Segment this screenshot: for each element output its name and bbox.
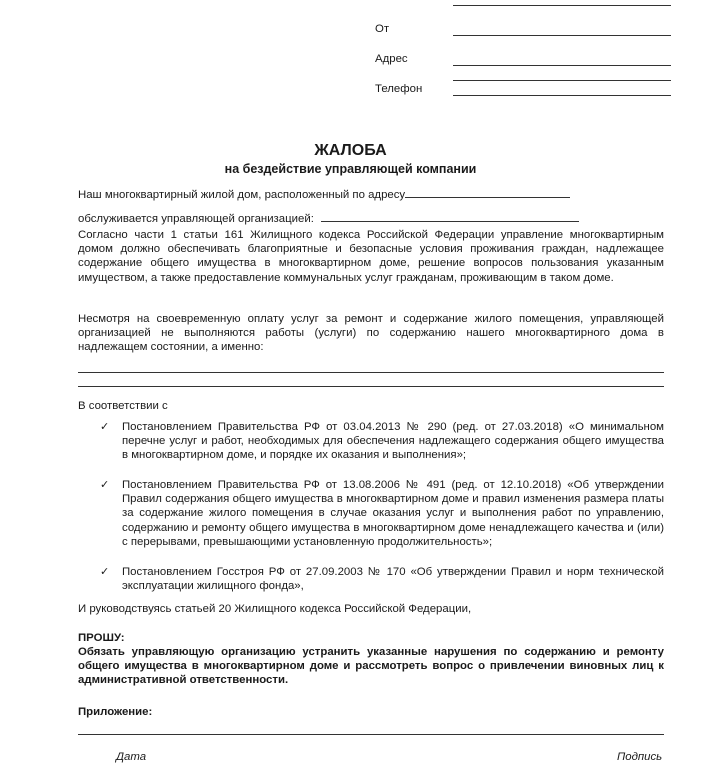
org-blank [321, 210, 579, 222]
phone-line [453, 95, 671, 96]
address-label: Адрес [375, 53, 408, 65]
attachment-line [78, 734, 664, 735]
org-statement-text: обслуживается управляющей организацией: [78, 213, 314, 225]
regulation-item-text: Постановлением Правительства РФ от 13.08.2006 № 491 (ред. от 12.10.2018) «Об утверждении Правил содержания общего имущества в многоквартирном доме и правил изменения размера платы за содержание жилого помещения в случае оказания услуг и выполнения работ по управлению, содержанию и ремонту общего имущества в многоквартирном доме ненадлежащего качества и (или) с перерывами, превышающими установленную продолжительность»; [122, 479, 664, 548]
checkmark-icon: ✓ [100, 421, 110, 433]
paragraph-housing-code: Согласно части 1 статьи 161 Жилищного кодекса Российской Федерации управление многоквартирным домом должно обеспечивать благоприятные и безопасные условия проживания граждан, надлежащее содержание общего имущества в многоквартирном доме, решение вопросов пользования указанным имуществом, а также предоставление коммунальных услуг гражданам, проживающим в таком доме. [78, 229, 664, 284]
header-top-line [453, 5, 671, 6]
document-title: ЖАЛОБА [314, 142, 387, 159]
signature-label: Подпись [617, 751, 663, 763]
paragraph-nonperformance: Несмотря на своевременную оплату услуг за ремонт и содержание жилого помещения, управляющей организацией не выполняются работы (услуги) по содержанию нашего многоквартирного дома в надлежащем состоянии, а именно: [78, 313, 664, 354]
address-line-2 [453, 80, 671, 81]
date-label: Дата [116, 751, 147, 763]
address-statement-text: Наш многоквартирный жилой дом, расположенный по адресу [78, 189, 406, 201]
checkmark-icon: ✓ [100, 479, 110, 491]
phone-field [375, 82, 672, 98]
checkmark-icon: ✓ [100, 566, 110, 578]
request-heading: ПРОШУ: [78, 632, 125, 644]
attachment-label: Приложение: [78, 706, 153, 718]
request-text: Обязать управляющую организацию устранить указанные нарушения по содержанию и ремонту общего имущества в многоквартирном доме и рассмотреть вопрос о привлечении виновных лиц к административной ответственности. [78, 646, 664, 687]
from-field [375, 22, 672, 38]
from-line [453, 35, 671, 36]
from-label: От [375, 23, 390, 35]
address-field [375, 52, 672, 68]
regulation-item-text: Постановлением Госстроя РФ от 27.09.2003 № 170 «Об утверждении Правил и норм технической эксплуатации жилищного фонда», [122, 566, 664, 593]
document-subtitle: на бездействие управляющей компании [224, 162, 477, 176]
org-statement [78, 210, 664, 226]
address-line [453, 65, 671, 66]
regulation-item-text: Постановлением Правительства РФ от 03.04.2013 № 290 (ред. от 27.03.2018) «О минимальном перечне услуг и работ, необходимых для обеспечения надлежащего содержания общего имущества в многоквартирном доме, и порядке их оказания и выполнения»; [122, 421, 664, 462]
details-line-2 [78, 386, 664, 387]
accordance-intro: В соответствии с [78, 400, 168, 412]
address-blank [405, 186, 570, 198]
details-line-1 [78, 372, 664, 373]
address-statement [78, 186, 664, 202]
guided-by-statement: И руководствуясь статьей 20 Жилищного кодекса Российской Федерации, [78, 603, 472, 615]
phone-label: Телефон [375, 83, 423, 95]
